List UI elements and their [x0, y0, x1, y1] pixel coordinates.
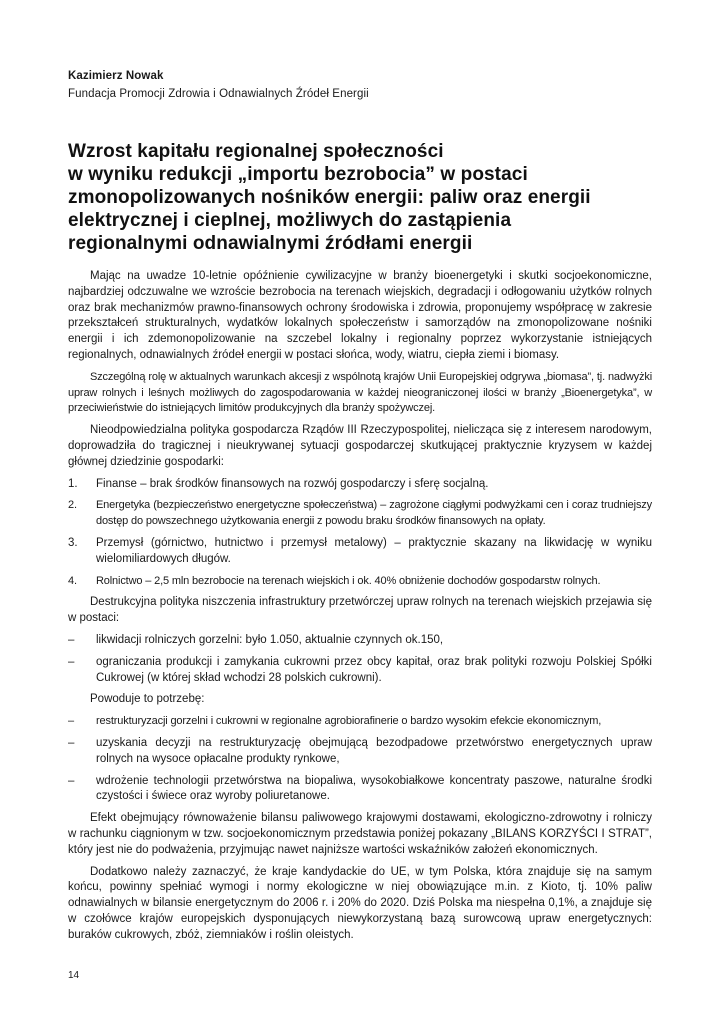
paragraph: Dodatkowo należy zaznaczyć, że kraje kandydackie do UE, w tym Polska, która znajduje się na samym końcu, powinny spełniać wymogi i normy ekologiczne w niej obowiązujące m.in. z Kioto, tj. 10% paliw odnawialnych w bilansie energetycznym do 2006 r. i 20% do 2020. Dziś Polska ma niespełna 0,1%, a znajduje się w czołówce krajów europejskich dysponujących niewykorzystaną bazą surowcową upraw energetycznych: buraków cukrowych, zbóż, ziemniaków i roślin oleistych.: [68, 865, 652, 941]
paragraph: Efekt obejmujący równoważenie bilansu paliwowego krajowymi dostawami, ekologiczno-zdrowotny i rolniczy w rachunku ciągnionym w tzw. socjoekonomicznym przedstawia poniżej pokazany „BILANS KORZYŚCI I STRAT”, który jest nie do podważenia, przyjmując nawet najniższe wartości wskaźników założeń ekonomicznych.: [68, 812, 652, 856]
list-number: 2.: [68, 499, 77, 512]
paragraph: Szczególną rolę w aktualnych warunkach akcesji z wspólnotą krajów Unii Europejskiej odgrywa „biomasa”, tj. nadwyżki upraw rolnych i leśnych możliwych do zagospodarowania w każdej nieograniczonej ilości w branży „Bioenergetyka”, w przeciwieństwie do istniejących limitów produkcyjnych dla branży spożywczej.: [68, 370, 652, 415]
paragraph: Powoduje to potrzebę:: [90, 693, 205, 706]
author-name: Kazimierz Nowak: [68, 70, 164, 82]
list-item-text: ograniczania produkcji i zamykania cukrowni przez obcy kapitał, oraz brak polityki rozwoju Polskiej Spółki Cukrowej (w której skład wchodzi 28 polskich cukrowni).: [96, 655, 652, 684]
paragraph: Nieodpowiedzialna polityka gospodarcza Rządów III Rzeczypospolitej, nielicząca się z interesem narodowym, doprowadziła do tragicznej i nieukrywanej sytuacji gospodarczej skutkującej praktycznie kryzysem w każdej głównej dziedzinie gospodarki:: [68, 424, 652, 468]
title-line: regionalnymi odnawialnymi źródłami energii: [68, 233, 473, 254]
list-item: [68, 774, 652, 806]
list-item: [68, 633, 652, 649]
title-line: zmonopolizowanych nośników energii: paliw oraz energii: [68, 187, 591, 208]
author-affiliation: Fundacja Promocji Zdrowia i Odnawialnych Źródeł Energii: [68, 88, 369, 100]
list-item-text: restrukturyzacji gorzelni i cukrowni w regionalne agrobiorafinerie o bardzo wysokim efekcie ekonomicznym,: [96, 715, 602, 728]
list-number: 3.: [68, 536, 78, 549]
numbered-list: [68, 477, 652, 590]
paragraph: Destrukcyjna polityka niszczenia infrastruktury przetwórczej upraw rolnych na terenach wiejskich przejawia się w postaci:: [68, 596, 652, 625]
list-number: 4.: [68, 574, 77, 587]
list-item-text: Rolnictwo – 2,5 mln bezrobocie na terenach wiejskich i ok. 40% obniżenie dochodów gospodarstw rolnych.: [96, 574, 601, 587]
list-item: [68, 736, 652, 768]
list-item: [68, 655, 652, 687]
list-item-text: likwidacji rolniczych gorzelni: było 1.050, aktualnie czynnych ok.150,: [96, 633, 444, 646]
list-item: [68, 477, 652, 493]
article-body: [68, 269, 652, 949]
dash-marker: –: [68, 715, 74, 728]
list-number: 1.: [68, 477, 78, 490]
list-item-text: Finanse – brak środków finansowych na rozwój gospodarczy i sferę socjalną.: [96, 477, 489, 490]
list-item: [68, 536, 652, 568]
title-line: elektrycznej i cieplnej, możliwych do zastąpienia: [68, 210, 512, 231]
title-line: Wzrost kapitału regionalnej społeczności: [68, 141, 444, 162]
page-number: 14: [68, 970, 80, 981]
list-item: [68, 574, 652, 590]
dash-list: [68, 633, 652, 686]
list-item-text: Energetyka (bezpieczeństwo energetyczne społeczeństwa) – zagrożone ciągłymi podwyżkami cen i coraz trudniejszy dostęp do powszechnego użytkowania energii z powodu braku środków finansowych na opłaty.: [96, 499, 652, 528]
dash-marker: –: [68, 633, 75, 646]
paragraph: Mając na uwadze 10-letnie opóźnienie cywilizacyjne w branży bioenergetyki i skutki socjoekonomiczne, najbardziej odczuwalne we wzroście bezrobocia na terenach wiejskich, degradacji i odłogowaniu użytków rolnych oraz brak mechanizmów prawno-finansowych ochrony środowiska i zdrowia, proponujemy współpracę w zakresie przekształceń strukturalnych, wydatków lokalnych społeczeństw i samorządów na zmonopolizowane nośniki energii i ich zdemonopolizowanie na szczebel lokalny i regionalny poprzez wykorzystanie istniejących regionalnych, odnawialnych źródeł energii w postaci słońca, wody, wiatru, ciepła ziemi i biomasy.: [68, 270, 652, 361]
list-item: [68, 714, 652, 730]
dash-marker: –: [68, 736, 75, 749]
article-title: [68, 140, 628, 255]
title-line: w wyniku redukcji „importu bezrobocia” w postaci: [68, 164, 528, 185]
list-item-text: wdrożenie technologii przetwórstwa na biopaliwa, wysokobiałkowe koncentraty paszowe, naturalne środki czystości i świece oraz wyroby poliuretanowe.: [96, 774, 652, 803]
list-item: [68, 498, 652, 530]
dash-marker: –: [68, 655, 75, 668]
list-item-text: Przemysł (górnictwo, hutnictwo i przemysł metalowy) – praktycznie skazany na likwidację w wyniku wielomiliardowych długów.: [96, 536, 652, 565]
dash-list: [68, 714, 652, 805]
dash-marker: –: [68, 774, 75, 787]
list-item-text: uzyskania decyzji na restrukturyzację obejmującą bezodpadowe przetwórstwo energetycznych upraw rolnych na wysoce opłacalne produkty rynkowe,: [96, 736, 652, 765]
